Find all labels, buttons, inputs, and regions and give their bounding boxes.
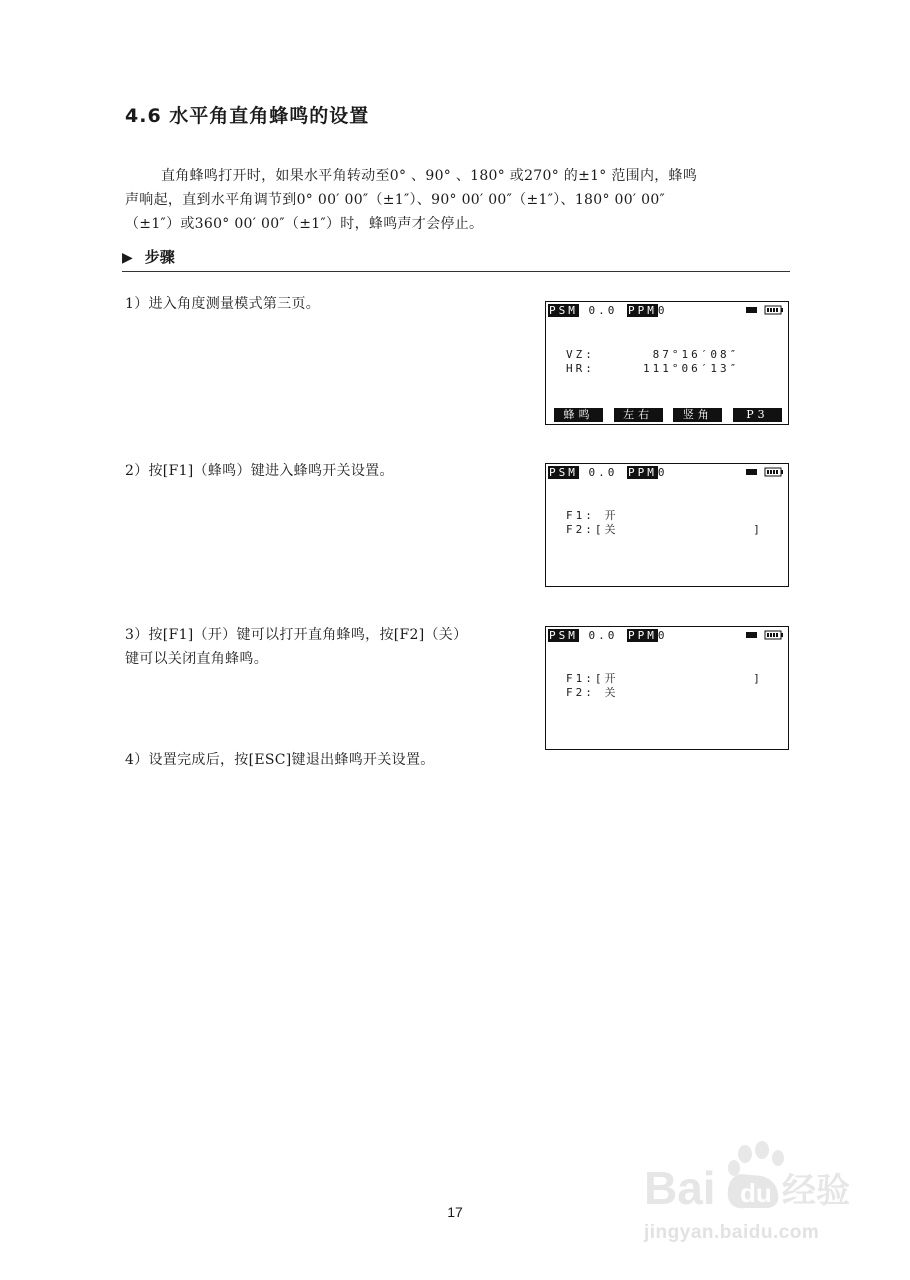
svg-text:Bai: Bai (644, 1162, 716, 1214)
psm-label: PSM (549, 304, 578, 317)
psm-value: 0.0 (588, 304, 618, 317)
vz-row: VZ: 87°16′08″ (566, 348, 740, 361)
svg-text:经验: 经验 (782, 1171, 850, 1211)
intro-line: 直角蜂鸣打开时，如果水平角转动至0° 、90° 、180° 或270° 的±1° 范围内，蜂鸣 (161, 168, 698, 184)
psm-value: 0.0 (588, 629, 618, 642)
page-number: 17 (447, 1204, 463, 1220)
instrument-screen-angle-mode (545, 301, 789, 425)
intro-line: 声响起，直到水平角调节到0° 00′ 00″（±1″）、90° 00′ 00″（±1″）、180° 00′ 00″ (125, 192, 666, 208)
softkey-f2-left-right[interactable]: 左右 (614, 408, 663, 422)
softkey-f4-page[interactable]: P3 (733, 408, 782, 422)
step-2 (125, 459, 497, 483)
steps-heading (122, 246, 175, 267)
ppm-label: PPM (628, 629, 657, 642)
intro-paragraph (125, 164, 790, 236)
ppm-label: PPM (628, 466, 657, 479)
baidu-watermark (640, 1138, 860, 1248)
step-text: 3）按[F1]（开）键可以打开直角蜂鸣，按[F2]（关） (125, 627, 468, 643)
step-text: 键可以关闭直角蜂鸣。 (125, 651, 268, 667)
ppm-label: PPM (628, 304, 657, 317)
section-heading: 4.6 水平角直角蜂鸣的设置 (125, 105, 370, 127)
battery-icon (744, 467, 784, 477)
softkey-f3-vertical-angle[interactable]: 竖角 (673, 408, 722, 422)
instrument-screen-beep-on (545, 626, 789, 750)
step-text: 4）设置完成后，按[ESC]键退出蜂鸣开关设置。 (125, 752, 435, 768)
intro-line: （±1″）或360° 00′ 00″（±1″）时，蜂鸣声才会停止。 (125, 216, 484, 232)
step-text: 1）进入角度测量模式第三页。 (125, 296, 321, 312)
ppm-value: 0 (657, 304, 668, 317)
step-1 (125, 292, 497, 316)
screen-status-bar (548, 629, 784, 642)
baidu-paw-logo-icon (640, 1138, 860, 1218)
psm-label: PSM (549, 629, 578, 642)
step-4 (125, 748, 497, 772)
f1-option-row-selected[interactable]: F1:[开 ] (566, 672, 763, 685)
softkey-bar (554, 408, 782, 422)
battery-icon (744, 305, 784, 315)
f2-option-row-selected[interactable]: F2:[关 ] (566, 523, 763, 536)
hr-row: HR: 111°06′13″ (566, 362, 740, 375)
step-text: 2）按[F1]（蜂鸣）键进入蜂鸣开关设置。 (125, 463, 394, 479)
battery-icon (744, 630, 784, 640)
psm-value: 0.0 (588, 466, 618, 479)
section-divider (122, 271, 790, 272)
screen-status-bar (548, 304, 784, 317)
ppm-value: 0 (657, 629, 668, 642)
ppm-value: 0 (657, 466, 668, 479)
watermark-url: jingyan.baidu.com (644, 1222, 820, 1243)
psm-label: PSM (549, 466, 578, 479)
steps-heading-label: 步骤 (144, 248, 175, 266)
triangle-marker-icon: ▶ (122, 250, 133, 266)
svg-text:du: du (740, 1178, 772, 1208)
softkey-f1-beep[interactable]: 蜂鸣 (554, 408, 603, 422)
f2-option-row[interactable]: F2: 关 (566, 686, 619, 699)
f1-option-row[interactable]: F1: 开 (566, 509, 619, 522)
screen-status-bar (548, 466, 784, 479)
step-3 (125, 623, 497, 671)
instrument-screen-beep-off (545, 463, 789, 587)
